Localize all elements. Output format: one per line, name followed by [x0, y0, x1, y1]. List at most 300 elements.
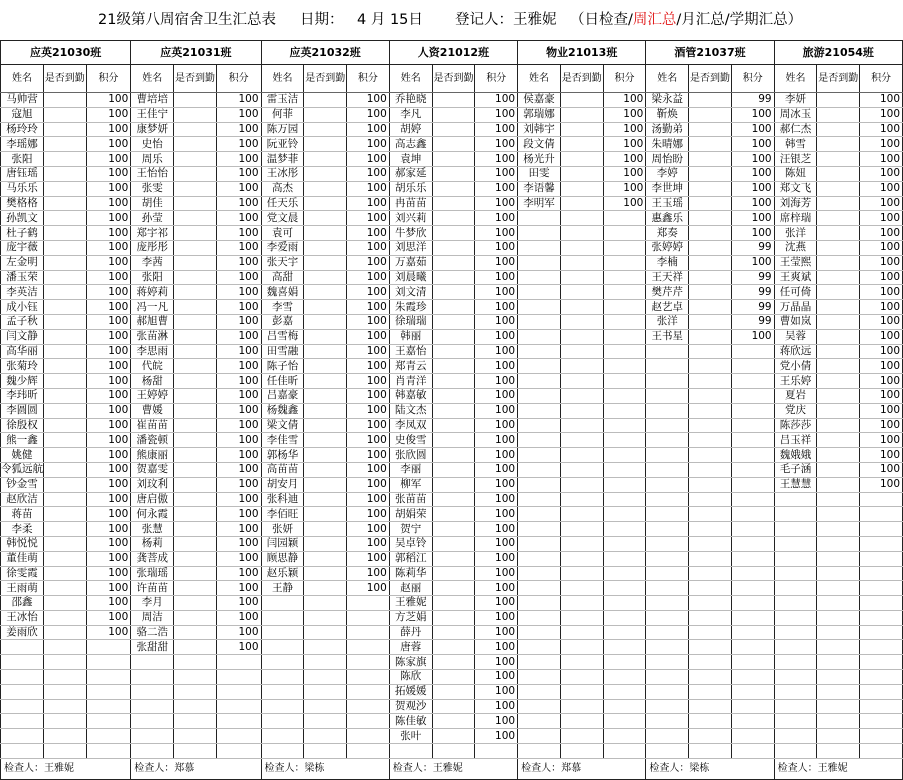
- present-cell: [689, 581, 732, 596]
- student-score: [603, 714, 646, 729]
- table-row: [1, 359, 903, 374]
- student-score: 100: [475, 374, 518, 389]
- student-name: 阮亚铃: [261, 137, 304, 152]
- student-score: 100: [860, 137, 903, 152]
- student-score: 100: [347, 462, 390, 477]
- student-score: [860, 610, 903, 625]
- student-score: 100: [216, 433, 261, 448]
- student-name: 李圆圆: [1, 403, 44, 418]
- name-column-header: 姓名: [131, 65, 174, 93]
- student-name: 樊格格: [1, 196, 44, 211]
- present-cell: [44, 181, 87, 196]
- student-name: [131, 684, 174, 699]
- student-score: 100: [475, 418, 518, 433]
- present-cell: [44, 684, 87, 699]
- student-score: [603, 403, 646, 418]
- student-name: 陈莉华: [389, 566, 432, 581]
- table-row: [1, 418, 903, 433]
- table-row: [1, 374, 903, 389]
- student-score: [860, 536, 903, 551]
- score-column-header: 积分: [603, 65, 646, 93]
- date-label: 日期：: [300, 12, 344, 28]
- inspector: 检查人：王雅妮: [774, 758, 902, 779]
- student-name: 王静: [261, 581, 304, 596]
- table-row: [1, 433, 903, 448]
- present-cell: [304, 270, 347, 285]
- student-name: 杨光升: [518, 152, 561, 167]
- student-name: 郑青云: [389, 359, 432, 374]
- student-score: 100: [216, 314, 261, 329]
- student-score: 99: [731, 285, 774, 300]
- present-cell: [304, 93, 347, 108]
- present-cell: [560, 492, 603, 507]
- student-name: 雷玉洁: [261, 93, 304, 108]
- student-score: 100: [86, 300, 131, 315]
- student-name: 侯嘉豪: [518, 93, 561, 108]
- present-cell: [817, 374, 860, 389]
- present-cell: [304, 285, 347, 300]
- student-score: 100: [347, 492, 390, 507]
- student-score: 100: [216, 492, 261, 507]
- present-cell: [174, 166, 217, 181]
- student-name: 闫文静: [1, 329, 44, 344]
- present-cell: [689, 93, 732, 108]
- student-name: 沈燕: [774, 240, 817, 255]
- student-score: 100: [216, 137, 261, 152]
- present-cell: [817, 744, 860, 759]
- present-cell: [560, 744, 603, 759]
- student-score: 100: [475, 670, 518, 685]
- student-score: 100: [347, 551, 390, 566]
- table-row: [1, 581, 903, 596]
- report-type-prefix: （日检查/: [570, 12, 633, 28]
- student-name: [518, 314, 561, 329]
- present-cell: [44, 566, 87, 581]
- present-cell: [44, 729, 87, 744]
- student-score: 100: [86, 122, 131, 137]
- student-name: 牛梦欣: [389, 226, 432, 241]
- student-score: [860, 714, 903, 729]
- student-name: 魏少辉: [1, 374, 44, 389]
- student-name: 周冰玉: [774, 107, 817, 122]
- score-column-header: 积分: [860, 65, 903, 93]
- present-cell: [432, 670, 475, 685]
- class-title: 人资21012班: [389, 41, 517, 65]
- student-score: [731, 596, 774, 611]
- student-name: [1, 714, 44, 729]
- student-name: 刘晨曦: [389, 270, 432, 285]
- present-cell: [560, 344, 603, 359]
- present-cell: [174, 107, 217, 122]
- present-cell: [689, 211, 732, 226]
- student-name: [646, 507, 689, 522]
- student-score: 100: [86, 255, 131, 270]
- present-cell: [560, 270, 603, 285]
- student-score: [216, 714, 261, 729]
- column-header-row: [1, 65, 903, 93]
- present-cell: [689, 300, 732, 315]
- student-name: 惠鑫乐: [646, 211, 689, 226]
- present-cell: [174, 314, 217, 329]
- student-name: [774, 610, 817, 625]
- student-name: 杜子鹤: [1, 226, 44, 241]
- student-score: [603, 744, 646, 759]
- student-score: 100: [216, 196, 261, 211]
- student-name: 梁文倩: [261, 418, 304, 433]
- student-name: 徐殷权: [1, 418, 44, 433]
- student-name: 蒋婷莉: [131, 285, 174, 300]
- student-name: [261, 744, 304, 759]
- student-score: [731, 551, 774, 566]
- student-name: [646, 359, 689, 374]
- present-cell: [304, 107, 347, 122]
- class-title: 物业21013班: [518, 41, 646, 65]
- student-name: 杨魏鑫: [261, 403, 304, 418]
- student-name: [774, 670, 817, 685]
- student-name: [646, 744, 689, 759]
- student-name: 寇旭: [1, 107, 44, 122]
- student-name: 李茜: [131, 255, 174, 270]
- student-name: 方芝娟: [389, 610, 432, 625]
- student-name: 姜雨欣: [1, 625, 44, 640]
- present-cell: [432, 448, 475, 463]
- student-score: 100: [347, 477, 390, 492]
- student-score: 100: [86, 374, 131, 389]
- student-score: 100: [86, 462, 131, 477]
- table-row: [1, 226, 903, 241]
- student-name: 魏喜娟: [261, 285, 304, 300]
- student-name: 王雅妮: [389, 596, 432, 611]
- present-cell: [817, 388, 860, 403]
- student-score: 100: [216, 270, 261, 285]
- present-cell: [174, 240, 217, 255]
- student-name: 冉苗苗: [389, 196, 432, 211]
- present-cell: [44, 744, 87, 759]
- student-name: [646, 403, 689, 418]
- present-cell: [174, 610, 217, 625]
- present-cell: [689, 329, 732, 344]
- table-row: [1, 610, 903, 625]
- student-name: 张苗苗: [389, 492, 432, 507]
- student-score: 100: [347, 255, 390, 270]
- present-cell: [560, 625, 603, 640]
- student-score: 100: [475, 344, 518, 359]
- student-name: 闫园颖: [261, 536, 304, 551]
- student-name: [774, 566, 817, 581]
- student-score: 100: [475, 329, 518, 344]
- student-score: [731, 536, 774, 551]
- student-score: 100: [347, 536, 390, 551]
- present-cell: [689, 596, 732, 611]
- student-score: [603, 551, 646, 566]
- student-name: [1, 655, 44, 670]
- present-cell: [817, 492, 860, 507]
- student-name: [646, 477, 689, 492]
- student-name: 杨甜: [131, 374, 174, 389]
- present-cell: [817, 359, 860, 374]
- student-score: [86, 670, 131, 685]
- present-cell: [689, 137, 732, 152]
- present-cell: [174, 152, 217, 167]
- present-cell: [689, 359, 732, 374]
- student-name: 李英洁: [1, 285, 44, 300]
- student-score: 100: [475, 462, 518, 477]
- student-score: [475, 744, 518, 759]
- present-cell: [432, 152, 475, 167]
- student-name: 杨玲玲: [1, 122, 44, 137]
- name-column-header: 姓名: [518, 65, 561, 93]
- student-score: 100: [731, 122, 774, 137]
- sheet-title: 21级第八周宿舍卫生汇总表: [98, 12, 276, 28]
- student-score: 100: [475, 122, 518, 137]
- present-cell: [432, 196, 475, 211]
- student-score: [216, 670, 261, 685]
- present-cell: [304, 684, 347, 699]
- present-cell: [304, 433, 347, 448]
- present-cell: [689, 655, 732, 670]
- present-cell: [304, 522, 347, 537]
- student-name: [518, 640, 561, 655]
- present-cell: [174, 211, 217, 226]
- student-score: 100: [347, 359, 390, 374]
- student-score: 100: [603, 196, 646, 211]
- present-cell: [689, 448, 732, 463]
- student-name: 王佳宁: [131, 107, 174, 122]
- student-score: 100: [86, 418, 131, 433]
- student-score: 100: [216, 625, 261, 640]
- inspector: 检查人：梁栋: [646, 758, 774, 779]
- present-cell: [817, 314, 860, 329]
- student-score: 100: [347, 285, 390, 300]
- student-score: [347, 610, 390, 625]
- student-score: 100: [860, 211, 903, 226]
- student-score: 100: [475, 433, 518, 448]
- student-score: 100: [475, 314, 518, 329]
- class-title: 应英21031班: [131, 41, 261, 65]
- student-name: [518, 344, 561, 359]
- present-cell: [817, 211, 860, 226]
- present-cell: [560, 255, 603, 270]
- student-score: [603, 507, 646, 522]
- present-cell: [304, 507, 347, 522]
- present-cell: [432, 285, 475, 300]
- student-name: 李思雨: [131, 344, 174, 359]
- present-cell: [817, 285, 860, 300]
- present-cell: [432, 655, 475, 670]
- present-cell: [432, 166, 475, 181]
- student-name: 王书星: [646, 329, 689, 344]
- student-score: 100: [347, 181, 390, 196]
- student-score: [731, 684, 774, 699]
- present-cell: [817, 640, 860, 655]
- present-cell: [689, 166, 732, 181]
- student-score: [731, 388, 774, 403]
- student-name: [774, 744, 817, 759]
- present-cell: [304, 122, 347, 137]
- student-name: 代皖: [131, 359, 174, 374]
- student-name: 袁坤: [389, 152, 432, 167]
- student-score: 100: [86, 344, 131, 359]
- student-name: 马帅营: [1, 93, 44, 108]
- table-row: [1, 196, 903, 211]
- present-cell: [174, 581, 217, 596]
- student-score: [603, 300, 646, 315]
- table-row: [1, 300, 903, 315]
- student-score: 100: [86, 93, 131, 108]
- student-score: 100: [86, 314, 131, 329]
- student-score: [860, 640, 903, 655]
- student-score: 100: [603, 166, 646, 181]
- student-score: [731, 625, 774, 640]
- present-cell: [817, 551, 860, 566]
- student-score: [731, 344, 774, 359]
- student-name: 彭嘉: [261, 314, 304, 329]
- student-score: 100: [347, 226, 390, 241]
- student-name: [774, 522, 817, 537]
- student-score: 100: [86, 477, 131, 492]
- student-score: [731, 477, 774, 492]
- student-name: [646, 551, 689, 566]
- student-score: 100: [475, 226, 518, 241]
- student-score: [603, 462, 646, 477]
- student-name: 徐雯霞: [1, 566, 44, 581]
- student-score: 100: [86, 507, 131, 522]
- present-cell: [560, 359, 603, 374]
- present-cell: [817, 226, 860, 241]
- student-score: 100: [860, 181, 903, 196]
- present-cell: [817, 418, 860, 433]
- student-name: [774, 655, 817, 670]
- present-cell: [432, 226, 475, 241]
- present-cell: [432, 640, 475, 655]
- student-score: 100: [347, 448, 390, 463]
- present-cell: [817, 300, 860, 315]
- student-name: 王婷婷: [131, 388, 174, 403]
- student-score: 100: [860, 418, 903, 433]
- student-name: 李瑶娜: [1, 137, 44, 152]
- student-name: 赵乐颖: [261, 566, 304, 581]
- present-cell: [560, 536, 603, 551]
- student-score: [731, 433, 774, 448]
- student-name: 李玮昕: [1, 388, 44, 403]
- table-row: [1, 729, 903, 744]
- student-name: 王玉瑶: [646, 196, 689, 211]
- hygiene-table: [0, 40, 903, 780]
- table-row: [1, 625, 903, 640]
- student-score: 100: [86, 403, 131, 418]
- present-cell: [432, 492, 475, 507]
- student-name: [518, 255, 561, 270]
- student-score: 100: [475, 255, 518, 270]
- student-score: [347, 699, 390, 714]
- student-score: 100: [216, 640, 261, 655]
- student-score: 100: [860, 388, 903, 403]
- table-row: [1, 107, 903, 122]
- student-score: 100: [475, 581, 518, 596]
- student-score: 100: [731, 137, 774, 152]
- present-cell: [44, 300, 87, 315]
- present-cell: [304, 655, 347, 670]
- present-cell: [174, 625, 217, 640]
- student-score: 100: [475, 640, 518, 655]
- student-score: 100: [475, 655, 518, 670]
- present-cell: [174, 93, 217, 108]
- present-cell: [560, 522, 603, 537]
- student-name: 高甜: [261, 270, 304, 285]
- student-name: 郭稻江: [389, 551, 432, 566]
- table-row: [1, 566, 903, 581]
- student-name: [774, 536, 817, 551]
- table-row: [1, 270, 903, 285]
- student-name: [518, 240, 561, 255]
- present-cell: [560, 329, 603, 344]
- student-name: [518, 670, 561, 685]
- present-cell: [560, 418, 603, 433]
- student-score: [86, 744, 131, 759]
- present-cell: [817, 610, 860, 625]
- name-column-header: 姓名: [646, 65, 689, 93]
- student-name: [646, 610, 689, 625]
- student-score: 100: [216, 285, 261, 300]
- present-cell: [44, 655, 87, 670]
- student-score: 100: [86, 226, 131, 241]
- student-score: 100: [216, 610, 261, 625]
- table-row: [1, 181, 903, 196]
- student-name: [774, 507, 817, 522]
- student-name: 骆二浩: [131, 625, 174, 640]
- present-cell: [689, 285, 732, 300]
- student-name: 孙凯文: [1, 211, 44, 226]
- student-name: [1, 744, 44, 759]
- student-name: [261, 729, 304, 744]
- student-name: 李凡: [389, 107, 432, 122]
- student-name: 唐钰瑶: [1, 166, 44, 181]
- present-cell: [432, 122, 475, 137]
- name-column-header: 姓名: [389, 65, 432, 93]
- student-name: 胡乐乐: [389, 181, 432, 196]
- student-score: 100: [216, 359, 261, 374]
- student-score: 100: [347, 344, 390, 359]
- student-name: [261, 714, 304, 729]
- student-name: 段文倩: [518, 137, 561, 152]
- student-score: [347, 640, 390, 655]
- present-cell: [432, 344, 475, 359]
- student-name: 任可倚: [774, 285, 817, 300]
- student-score: 100: [475, 551, 518, 566]
- present-cell: [44, 536, 87, 551]
- student-name: 王慧慧: [774, 477, 817, 492]
- present-cell: [44, 522, 87, 537]
- student-score: [603, 640, 646, 655]
- student-name: [774, 714, 817, 729]
- student-score: [731, 729, 774, 744]
- inspector-row: [1, 758, 903, 779]
- present-cell: [817, 403, 860, 418]
- student-score: 100: [475, 448, 518, 463]
- student-name: 姚健: [1, 448, 44, 463]
- present-cell: [304, 714, 347, 729]
- student-name: 曹媛: [131, 403, 174, 418]
- student-score: [731, 744, 774, 759]
- present-cell: [432, 744, 475, 759]
- student-name: [261, 670, 304, 685]
- student-name: 何永霞: [131, 507, 174, 522]
- student-name: 王冰怡: [1, 610, 44, 625]
- report-type-weekly: 周汇总: [632, 12, 677, 28]
- student-name: 乔艳晓: [389, 93, 432, 108]
- present-cell: [689, 107, 732, 122]
- present-cell: [432, 507, 475, 522]
